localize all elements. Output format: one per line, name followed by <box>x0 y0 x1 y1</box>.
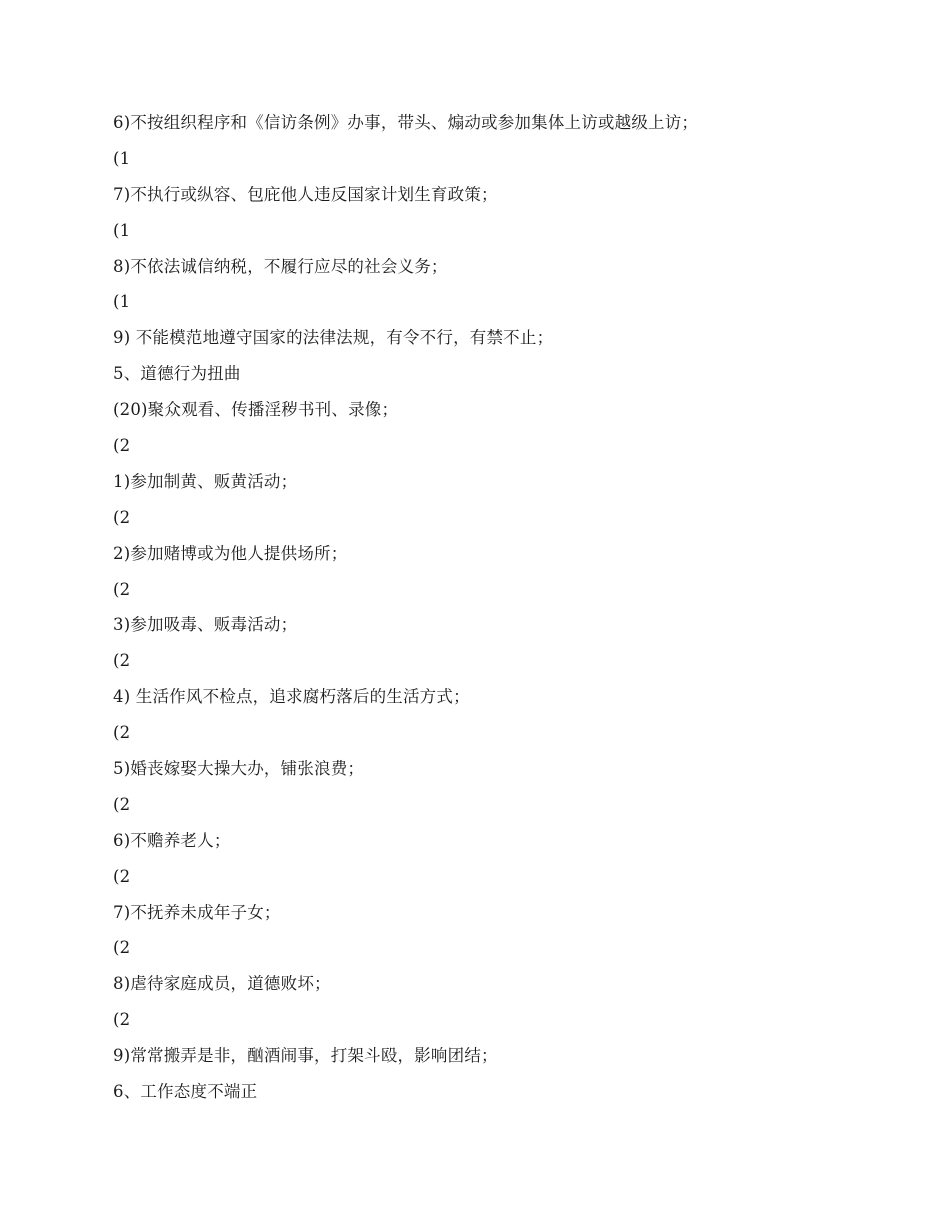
text-line: 8)虐待家庭成员，道德败坏； <box>113 974 331 994</box>
text-line: 8)不依法诚信纳税，不履行应尽的社会义务； <box>113 256 448 276</box>
text-line: (2 <box>113 579 131 599</box>
text-line: 1)参加制黄、贩黄活动； <box>113 471 298 491</box>
text-line: (2 <box>113 866 131 886</box>
document-body <box>113 109 893 1114</box>
section-heading: 5、道德行为扭曲 <box>113 364 241 384</box>
text-line: (20)聚众观看、传播淫秽书刊、录像； <box>113 400 399 420</box>
text-line: (2 <box>113 1010 131 1030</box>
text-line: (2 <box>113 507 131 527</box>
text-line: 6)不按组织程序和《信访条例》办事，带头、煽动或参加集体上访或越级上访； <box>113 113 699 132</box>
text-line: 9) 不能模范地遵守国家的法律法规，有令不行，有禁不止； <box>113 328 554 348</box>
text-line: 2)参加赌博或为他人提供场所； <box>113 543 348 563</box>
section-heading: 6、工作态度不端正 <box>113 1082 258 1102</box>
text-line: (2 <box>113 436 131 456</box>
text-line: 7)不抚养未成年子女； <box>113 902 281 922</box>
text-line: (2 <box>113 794 131 814</box>
text-line: (2 <box>113 938 131 958</box>
text-line: 9)常常搬弄是非，酗酒闹事，打架斗殴，影响团结； <box>113 1046 498 1066</box>
text-line: 6)不赡养老人； <box>113 830 231 850</box>
text-line: 5)婚丧嫁娶大操大办，铺张浪费； <box>113 759 365 779</box>
text-line: (2 <box>113 723 131 743</box>
text-line: 4) 生活作风不检点，追求腐朽落后的生活方式； <box>113 687 470 707</box>
text-line: (1 <box>113 292 131 312</box>
text-line: (1 <box>113 148 131 168</box>
text-line: 7)不执行或纵容、包庇他人违反国家计划生育政策； <box>113 184 498 204</box>
text-line: (2 <box>113 651 131 671</box>
text-line: (1 <box>113 220 131 240</box>
text-line: 3)参加吸毒、贩毒活动； <box>113 615 298 635</box>
